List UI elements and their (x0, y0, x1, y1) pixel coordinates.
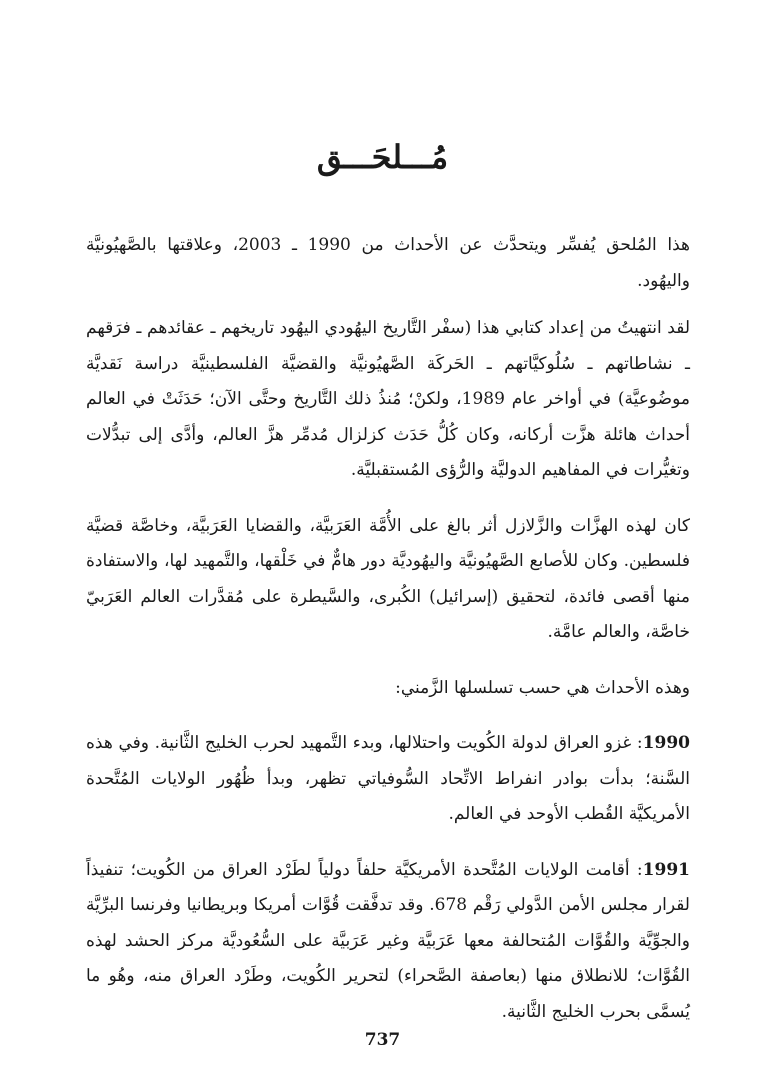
page-body (86, 228, 690, 1050)
page-number: 737 (364, 1030, 401, 1050)
paragraph-3: وهذه الأحداث هي حسب تسلسلها الزَّمني: (395, 677, 690, 698)
year-1991: 1991 (642, 859, 690, 880)
intro-paragraph: هذا المُلحق يُفسِّر ويتحدَّث عن الأحداث من 1990 ـ 2003، وعلاقتها بالصَّهيُونيَّة واليهُود. (86, 235, 690, 291)
paragraph-1991 (86, 853, 690, 1031)
paragraph-1: لقد انتهيتُ من إعداد كتابي هذا (سفْر التَّاريخ اليهُودي اليهُود تاريخهم ـ عقائدهم ـ فرَقهم ـ نشاطاتهم ـ سُلُوكيَّاتهم ـ الحَركَة الصَّهيُونيَّة والقضيَّة الفلسطينيَّة دراسة نَقديَّة موضُوعيَّة) في أواخر عام 1989، ولكنْ؛ مُنذُ ذلك التَّاريخ وحتَّى الآن؛ حَدَثَتْ في العالم أحداث هائلة هزَّت أركانه، وكان كُلُّ حَدَث كزلزال مُدمِّر هزَّ العالم، وأدَّى إلى تبدُّلات وتغيُّرات في المفاهيم الدوليَّة والرُّؤى المُستقبليَّة. (86, 318, 690, 480)
paragraph-1990 (86, 726, 690, 833)
year-1990: 1990 (642, 733, 690, 753)
page-title: مُـــلحَـــق (316, 138, 449, 176)
paragraph-1991-text: : أقامت الولايات المُتَّحدة الأمريكيَّة حلفاً دولياً لطَرْد العراق من الكُويت؛ تنفيذاً لقرار مجلس الأمن الدَّولي رَقْم 678. وقد تدفَّقت قُوَّات أمريكا وبريطانيا وفرنسا البرِّيَّة والجوِّيَّة والقُوَّات المُتحالفة معها عَرَبيَّة وغير عَرَبيَّة على السُّعُوديَّة مركز الحشد لهذه القُوَّات؛ للانطلاق منها (بعاصفة الصَّحراء) لتحرير الكُويت، وطَرْد العراق منه، وهُو ما يُسمَّى بحرب الخليج الثَّانية. (86, 859, 690, 1022)
paragraph-2: كان لهذه الهزَّات والزَّلازل أثر بالغ على الأُمَّة العَرَبيَّة، والقضايا العَرَبيَّة، وخاصَّة قضيَّة فلسطين. وكان للأصابع الصَّهيُونيَّة واليهُوديَّة دور هامٌّ في خَلْقها، والتَّمهيد لها، والاستفادة منها أقصى فائدة، لتحقيق (إسرائيل) الكُبرى، والسَّيطرة على مُقدَّرات العالم العَرَبيّ خاصَّة، والعالم عامَّة. (86, 515, 690, 642)
paragraph-1990-text: : غزو العراق لدولة الكُويت واحتلالها، وبدء التَّمهيد لحرب الخليج الثَّانية. وفي هذه السَّنة؛ بدأت بوادر انفراط الاتِّحاد السُّوفياتي تظهر، وبدأ ظُهُور الولايات المُتَّحدة الأمريكيَّة القُطب الأوحد في العالم. (86, 733, 690, 824)
